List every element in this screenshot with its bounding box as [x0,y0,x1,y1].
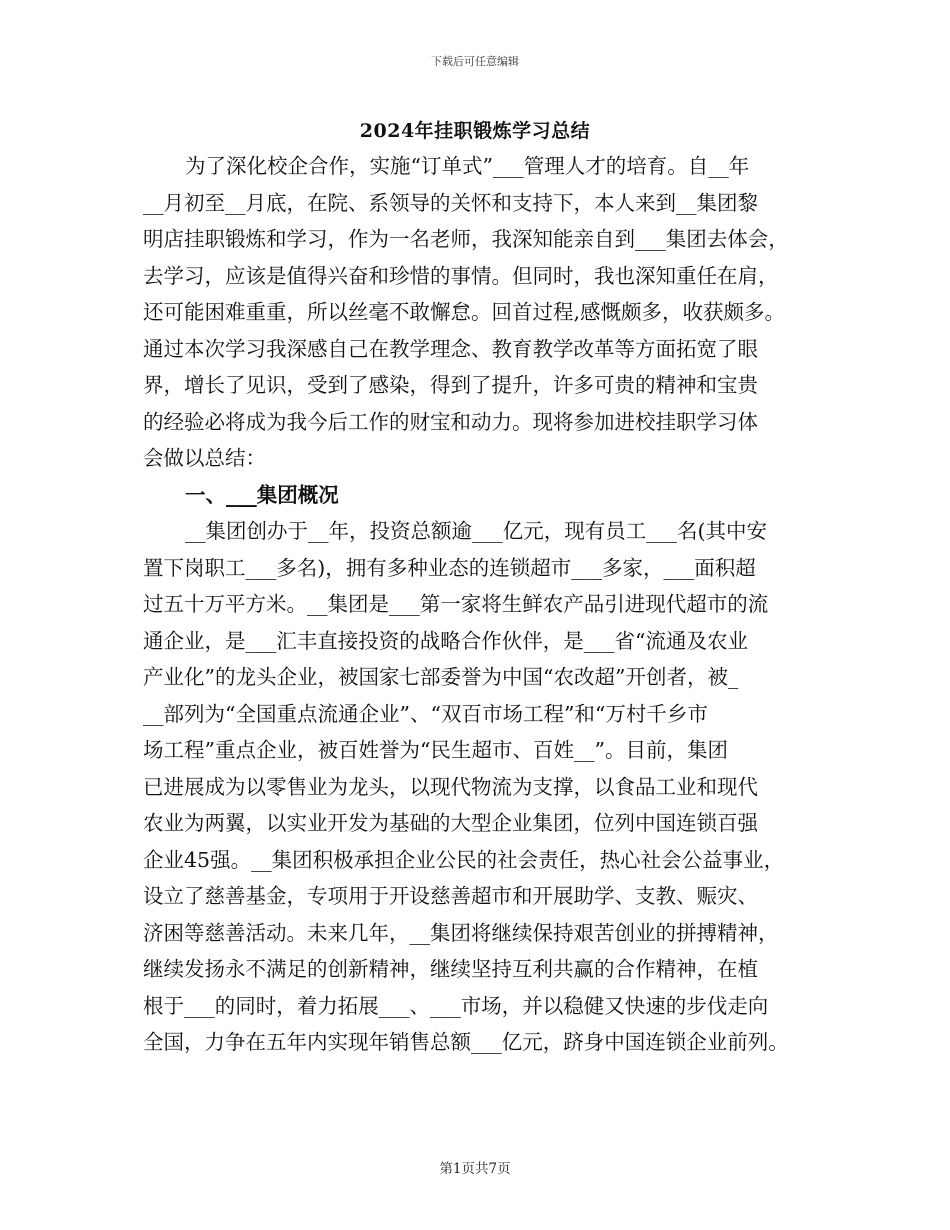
text-line: 去学习，应该是值得兴奋和珍惜的事情。但同时，我也深知重任在肩， [143,263,779,288]
document-title: 2024年挂职锻炼学习总结 [359,120,591,142]
text-line: 明店挂职锻炼和学习，作为一名老师，我深知能亲自到___集团去体会， [143,227,789,251]
text-line: __月初至__月底，在院、系领导的关怀和支持下，本人来到__集团黎 [143,190,758,215]
text-line: 场工程”重点企业，被百姓誉为“民生超市、百姓__”。目前，集团 [143,738,728,762]
text-line: 济困等慈善活动。未来几年，__集团将继续保持艰苦创业的拼搏精神， [143,920,779,945]
text-line: 通企业，是___汇丰直接投资的战略合作伙伴，是___省“流通及农业 [143,628,748,653]
text-line: 已进展成为以零售业为龙头，以现代物流为支撑，以食品工业和现代 [143,774,758,799]
text-line: 设立了慈善基金，专项用于开设慈善超市和开展助学、支教、赈灾、 [143,884,758,908]
text-line: 产业化”的龙头企业，被国家七部委誉为中国“农改超”开创者，被_ [143,665,739,689]
document-body [143,148,833,1061]
header-note: 下载后可任意编辑 [431,55,519,68]
text-line: 企业45强。__集团积极承担企业公民的社会责任，热心社会公益事业， [143,847,785,872]
text-line: 根于___的同时，着力拓展___、___市场，并以稳健又快速的步伐走向 [143,993,769,1018]
text-line: __集团创办于__年，投资总额逾___亿元，现有员工___名(其中安 [185,519,767,543]
text-line: 农业为两翼，以实业开发为基础的大型企业集团，位列中国连锁百强 [143,811,758,835]
page-footer: 第1页共7页 [439,1161,511,1177]
text-line: 界，增长了见识，受到了感染，得到了提升，许多可贵的精神和宝贵 [143,373,758,397]
text-line: 继续发扬永不满足的创新精神，继续坚持互利共赢的合作精神，在植 [143,957,758,981]
text-line: 全国，力争在五年内实现年销售总额___亿元，跻身中国连锁企业前列。 [143,1030,789,1054]
text-line: 会做以总结： [143,446,266,470]
text-line: 过五十万平方米。__集团是___第一家将生鲜农产品引进现代超市的流 [143,592,769,616]
text-line: 通过本次学习我深感自己在教学理念、教育教学改革等方面拓宽了眼 [143,336,758,361]
text-line: 的经验必将成为我今后工作的财宝和动力。现将参加进校挂职学习体 [143,409,758,434]
text-line: __部列为“全国重点流通企业”、“双百市场工程”和“万村千乡市 [143,701,708,726]
section-heading: 一、___集团概况 [185,482,339,507]
text-line: 置下岗职工___多名)，拥有多种业态的连锁超市___多家，___面积超 [143,555,756,580]
text-line: 还可能困难重重，所以丝毫不敢懈怠。回首过程,感慨颇多，收获颇多。 [143,300,786,324]
text-line: 为了深化校企合作，实施“订单式”___管理人才的培育。自__年 [185,154,750,178]
